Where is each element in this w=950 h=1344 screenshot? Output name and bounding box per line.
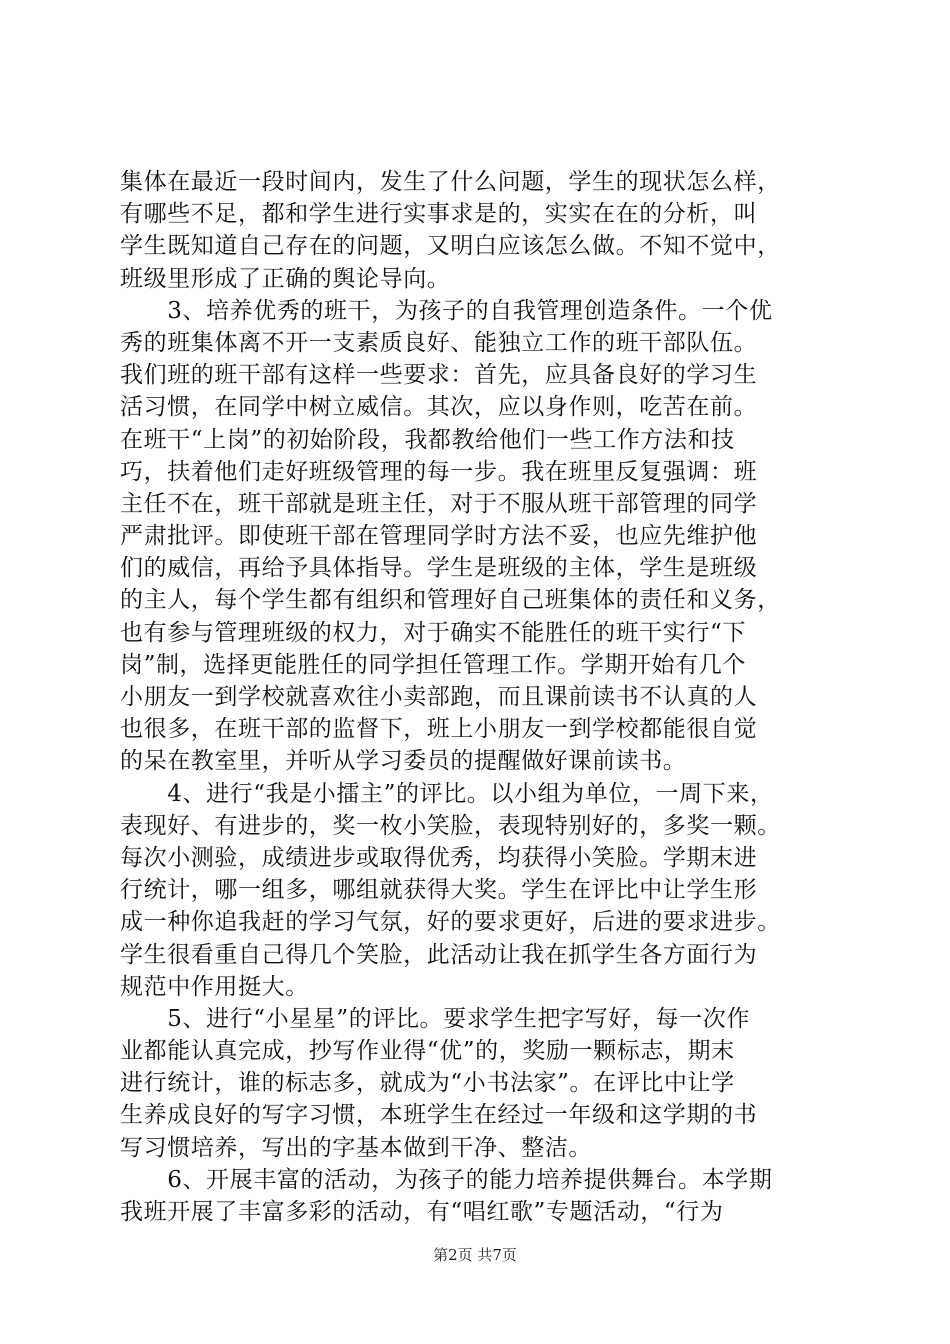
text-line: 也有参与管理班级的权力，对于确实不能胜任的班干实行“下 — [120, 619, 746, 646]
text-line: 进行统计，谁的标志多，就成为“小书法家”。在评比中让学 — [120, 1070, 735, 1097]
text-line: 主任不在，班干部就是班主任，对于不服从班干部管理的同学 — [120, 490, 758, 517]
text-line: 巧，扶着他们走好班级管理的每一步。我在班里反复强调：班 — [120, 458, 758, 485]
text-line: 3、培养优秀的班干，为孩子的自我管理创造条件。一个优 — [120, 297, 773, 324]
text-line: 活习惯，在同学中树立威信。其次，应以身作则，吃苦在前。 — [120, 394, 758, 421]
text-line: 4、进行“我是小擂主”的评比。以小组为单位，一周下来， — [120, 780, 774, 807]
text-line: 写习惯培养，写出的字基本做到干净、整洁。 — [120, 1134, 592, 1161]
text-line: 每次小测验，成绩进步或取得优秀，均获得小笑脸。学期末进 — [120, 844, 758, 871]
text-line: 成一种你追我赶的学习气氛，好的要求更好，后进的要求进步。 — [120, 909, 781, 936]
text-line: 生养成良好的写字习惯，本班学生在经过一年级和这学期的书 — [120, 1102, 758, 1129]
text-line: 们的威信，再给予具体指导。学生是班级的主体，学生是班级 — [120, 555, 758, 582]
text-line: 业都能认真完成，抄写作业得“优”的，奖励一颗标志，期末 — [120, 1038, 735, 1065]
text-line: 集体在最近一段时间内，发生了什么问题，学生的现状怎么样， — [120, 169, 781, 195]
text-line: 严肃批评。即使班干部在管理同学时方法不妥，也应先维护他 — [120, 523, 758, 550]
body-text — [120, 166, 840, 1228]
text-line: 学生既知道自己存在的问题，又明白应该怎么做。不知不觉中， — [120, 233, 781, 260]
text-line: 有哪些不足，都和学生进行实事求是的，实实在在的分析，叫 — [120, 201, 758, 228]
text-line: 学生很看重自己得几个笑脸，此活动让我在抓学生各方面行为 — [120, 941, 758, 968]
text-line: 我们班的班干部有这样一些要求：首先，应具备良好的学习生 — [120, 362, 758, 389]
text-line: 在班干“上岗”的初始阶段，我都教给他们一些工作方法和技 — [120, 426, 735, 453]
text-line: 表现好、有进步的，奖一枚小笑脸，表现特别好的，多奖一颗。 — [120, 812, 781, 839]
page-number-footer: 第2页 共7页 — [433, 1246, 517, 1264]
text-line: 规范中作用挺大。 — [120, 973, 309, 1000]
text-line: 的呆在教室里，并听从学习委员的提醒做好课前读书。 — [120, 748, 687, 775]
text-line: 我班开展了丰富多彩的活动，有“唱红歌”专题活动，“行为 — [120, 1199, 724, 1225]
text-line: 行统计，哪一组多，哪组就获得大奖。学生在评比中让学生形 — [120, 877, 758, 904]
text-line: 班级里形成了正确的舆论导向。 — [120, 265, 451, 292]
text-line: 5、进行“小星星”的评比。要求学生把字写好，每一次作 — [120, 1005, 750, 1032]
text-line: 岗”制，选择更能胜任的同学担任管理工作。学期开始有几个 — [120, 651, 746, 678]
text-line: 秀的班集体离不开一支素质良好、能独立工作的班干部队伍。 — [120, 329, 758, 356]
text-line: 6、开展丰富的活动，为孩子的能力培养提供舞台。本学期 — [120, 1166, 773, 1193]
text-line: 小朋友一到学校就喜欢往小卖部跑，而且课前读书不认真的人 — [120, 684, 758, 710]
text-line: 也很多，在班干部的监督下，班上小朋友一到学校都能很自觉 — [120, 716, 758, 743]
text-line: 的主人，每个学生都有组织和管理好自己班集体的责任和义务， — [120, 587, 781, 614]
